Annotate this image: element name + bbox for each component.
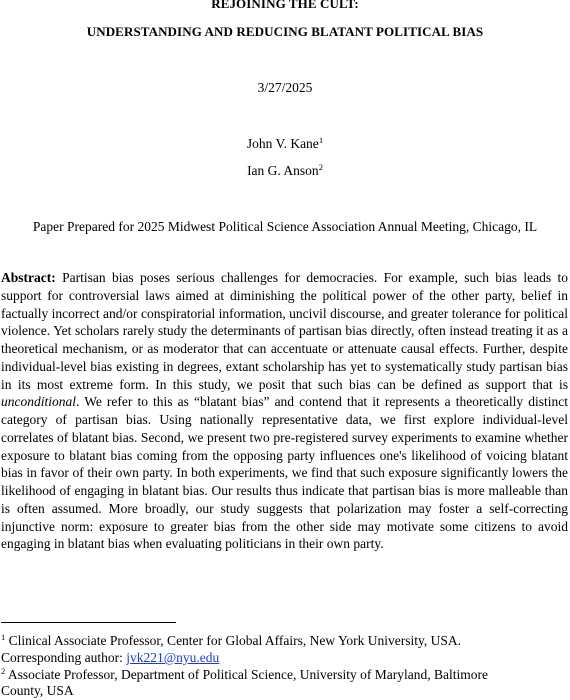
abstract-text-part-2: . We refer to this as “blatant bias” and contend that it represents a theoretically distinct category of partisan bias. Using nationally representative data, we first explore individual-level correlates of blatant bias. Second, we present two pre-registered survey experiments to examine whether exposure to blatant bias coming from the opposing party influences one's likelihood of voicing blatant bias in favor of their own party. In both experiments, we find that such exposure significantly lowers the likelihood of engaging in blatant bias. Our results thus indicate that partisan bias is more malleable than is often assumed. More broadly, our study suggests that polarization may foster a self-correcting injunctive norm: exposure to greater bias from the other side may motivate some citizens to avoid engaging in blatant bias when evaluating politicians in their own party. <box>1 394 568 552</box>
author-1-name: John V. Kane <box>246 136 319 151</box>
author-1-footnote-mark: 1 <box>318 135 324 145</box>
footnote-1 <box>1 632 568 649</box>
corresponding-author-label: Corresponding author: <box>1 650 127 665</box>
venue-line: Paper Prepared for 2025 Midwest Political Science Association Annual Meeting, Chicago, IL <box>32 219 538 234</box>
footnote-separator <box>1 622 176 623</box>
footnote-1-text: Clinical Associate Professor, Center for Global Affairs, New York University, USA. <box>5 633 462 648</box>
author-2-footnote-mark: 2 <box>318 162 323 172</box>
author-1 <box>0 136 570 152</box>
author-2-name: Ian G. Anson <box>247 163 319 178</box>
footnote-2-mark: 2 <box>1 666 6 676</box>
author-email-link[interactable]: jvk221@nyu.edu <box>126 650 220 665</box>
abstract-paragraph <box>1 269 568 553</box>
author-2 <box>0 163 570 179</box>
paper-title-line-2: UNDERSTANDING AND REDUCING BLATANT POLITICAL BIAS <box>86 24 484 39</box>
footnote-2-continued: County, USA <box>1 683 74 698</box>
footnote-1-contact <box>1 649 568 666</box>
footnote-2-text-line-1: Associate Professor, Department of Political Science, University of Maryland, Baltimore <box>5 667 488 682</box>
paper-date: 3/27/2025 <box>257 80 313 95</box>
abstract-text-part-1: Partisan bias poses serious challenges for democracies. For example, such bias leads to support for controversial laws aimed at diminishing the political power of the other party, belief in factually incorrect and/or conspiratorial information, uncivil discourse, and greater tolerance for political violence. Yet scholars rarely study the determinants of partisan bias directly, often instead treating it as a theoretical mechanism, or as moderator that can accentuate or attenuate causal effects. Further, despite individual-level bias existing in degrees, extant scholarship has yet to systematically study partisan bias in its most extreme form. In this study, we posit that such bias can be defined as support that is <box>1 270 568 392</box>
paper-title-line-1: REJOINING THE CULT: <box>211 0 359 11</box>
abstract-label: Abstract: <box>1 270 56 285</box>
footnote-2 <box>1 666 568 683</box>
footnote-1-mark: 1 <box>1 632 6 642</box>
abstract-emphasis: unconditional <box>1 394 76 410</box>
